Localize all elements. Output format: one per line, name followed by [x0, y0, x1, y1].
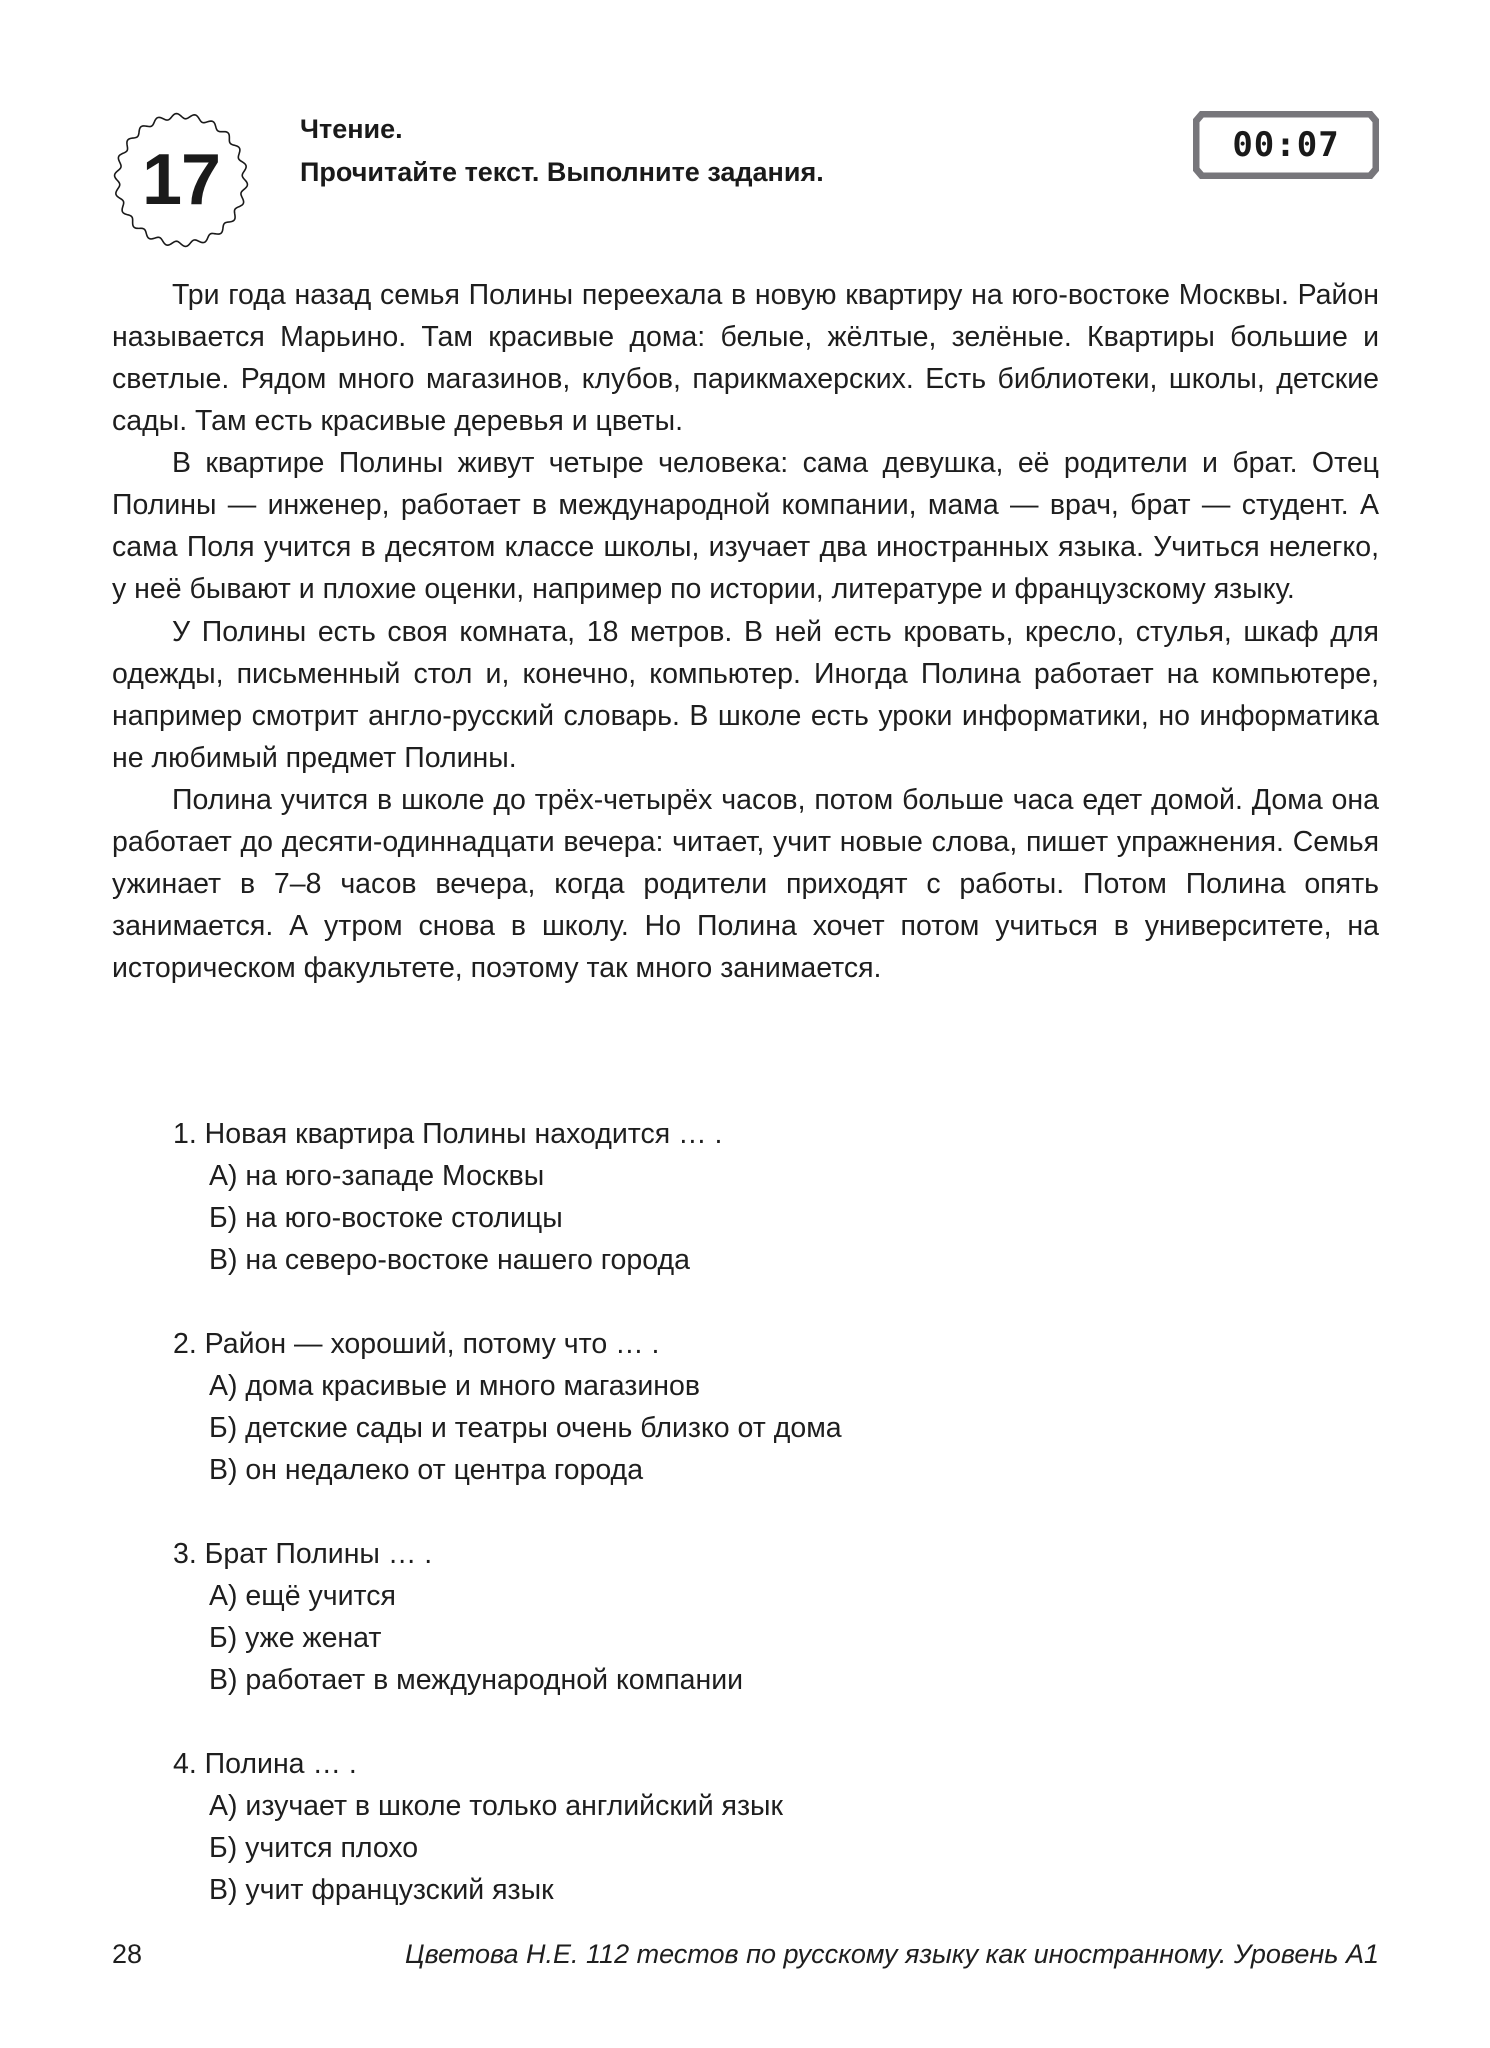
page-number: 28 — [112, 1939, 143, 1969]
question-1 — [173, 1113, 1273, 1281]
option-b[interactable]: Б) уже женат — [209, 1622, 382, 1654]
task-heading — [300, 108, 824, 194]
timer — [1193, 111, 1379, 179]
question-text: 2. Район — хороший, потому что … . — [173, 1328, 660, 1360]
paragraph: Полина учится в школе до трёх-четырёх часов, потом больше часа едет домой. Дома она работает до десяти-одиннадцати вечера: читает, учит новые слова, пишет упражнения. Семья ужинает в 7–8 часов вечера, когда родители приходят с работы. Потом Полина опять занимается. А утром снова в школу. Но Полина хочет потом учиться в университете, на историческом факультете, поэтому так много занимается. — [112, 783, 1379, 984]
option-v[interactable]: В) он недалеко от центра города — [209, 1454, 644, 1486]
book-reference: Цветова Н.Е. 112 тестов по русскому языку как иностранному. Уровень А1 — [404, 1939, 1379, 1969]
task-number-badge — [111, 110, 251, 250]
option-v[interactable]: В) работает в международной компании — [209, 1664, 744, 1696]
option-b[interactable]: Б) на юго-востоке столицы — [209, 1202, 563, 1234]
option-b[interactable]: Б) детские сады и театры очень близко от дома — [209, 1412, 842, 1444]
page-footer — [112, 1934, 1379, 1974]
question-text: 1. Новая квартира Полины находится … . — [173, 1118, 723, 1150]
option-v[interactable]: В) учит французский язык — [209, 1874, 554, 1906]
task-title: Чтение. — [300, 114, 403, 144]
paragraph: Три года назад семья Полины переехала в новую квартиру на юго-востоке Москвы. Район называется Марьино. Там красивые дома: белые, жёлтые, зелёные. Квартиры большие и светлые. Рядом много магазинов, клубов, парикмахерских. Есть библиотеки, школы, детские сады. Там есть красивые деревья и цветы. — [112, 279, 1379, 438]
task-instruction: Прочитайте текст. Выполните задания. — [300, 157, 824, 187]
task-number: 17 — [141, 140, 221, 220]
option-a[interactable]: А) ещё учится — [209, 1580, 396, 1612]
option-a[interactable]: А) дома красивые и много магазинов — [209, 1370, 701, 1402]
paragraph: В квартире Полины живут четыре человека: сама девушка, её родители и брат. Отец Полины — инженер, работает в международной компании, мама — врач, брат — студент. А сама Поля учится в десятом классе школы, изучает два иностранных языка. Учиться нелегко, у неё бывают и плохие оценки, например по истории, литературе и французскому языку. — [112, 447, 1379, 606]
question-text: 4. Полина … . — [173, 1748, 357, 1780]
option-v[interactable]: В) на северо-востоке нашего города — [209, 1244, 690, 1276]
option-b[interactable]: Б) учится плохо — [209, 1832, 419, 1864]
question-3 — [173, 1533, 1273, 1701]
timer-value: 00:07 — [1232, 125, 1340, 165]
paragraph: У Полины есть своя комната, 18 метров. В ней есть кровать, кресло, стулья, шкаф для одежды, письменный стол и, конечно, компьютер. Иногда Полина работает на компьютере, например смотрит англо-русский словарь. В школе есть уроки информатики, но информатика не любимый предмет Полины. — [112, 615, 1379, 774]
option-a[interactable]: А) на юго-западе Москвы — [209, 1160, 545, 1192]
question-4 — [173, 1743, 1273, 1911]
option-a[interactable]: А) изучает в школе только английский язык — [209, 1790, 783, 1822]
questions-list — [173, 1113, 1273, 1953]
reading-text — [112, 274, 1379, 989]
question-text: 3. Брат Полины … . — [173, 1538, 433, 1570]
question-2 — [173, 1323, 1273, 1491]
